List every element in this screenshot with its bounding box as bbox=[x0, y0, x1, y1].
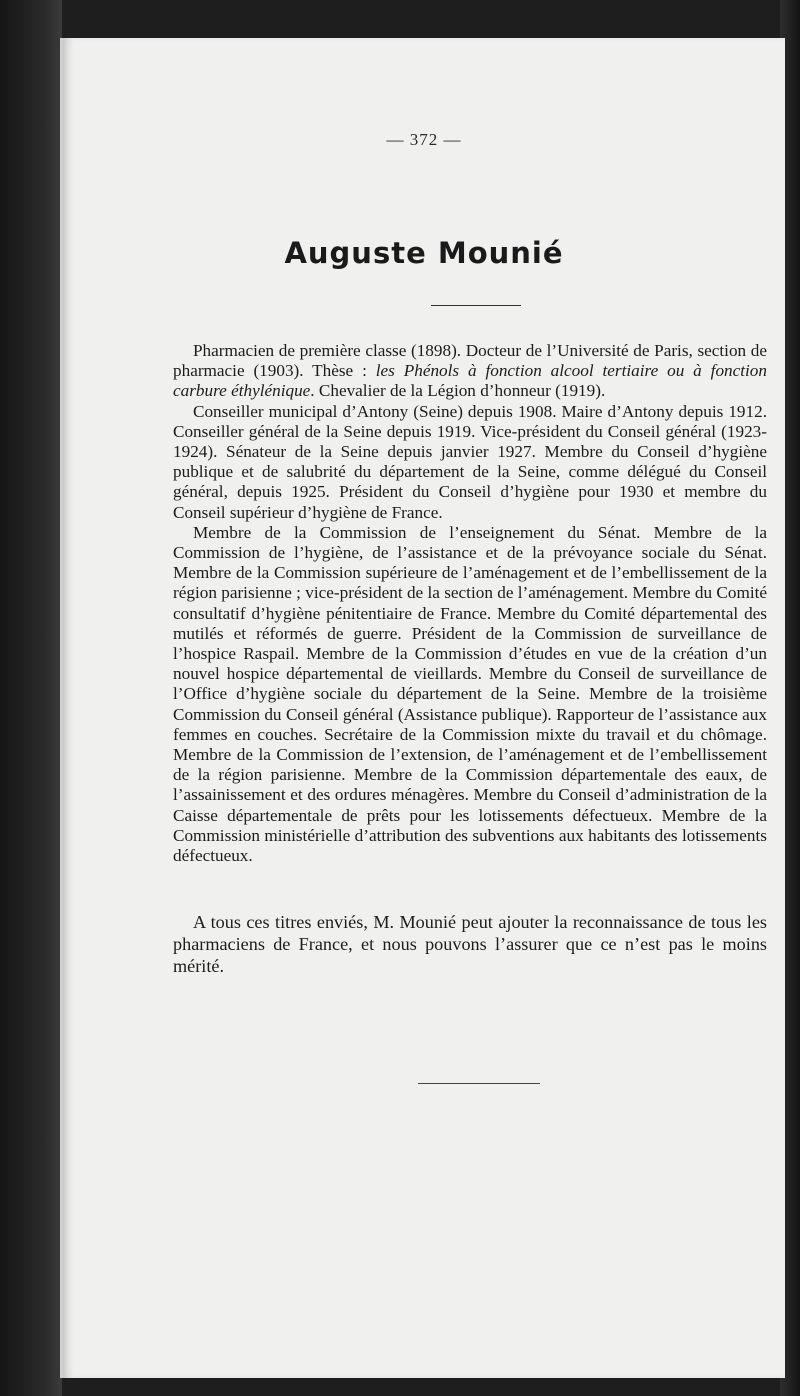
title-divider bbox=[431, 305, 521, 306]
paragraph-memberships: Membre de la Commission de l’enseignement du Sénat. Membre de la Commission de l’hygiène, de l’assistance et de la prévoyance sociale du Sénat. Membre de la Commission supérieure de l’aménagement et de l’embellissement de la région parisienne ; vice-président de la section de l’aménagement. Membre du Comité consultatif d’hygiène pénitentiaire de France. Membre du Comité départemental des mutilés et réformés de guerre. Président de la Commission de surveillance de l’hospice Raspail. Membre de la Commission d’études en vue de la création d’un nouvel hospice départemental de vieillards. Membre du Conseil de surveillance de l’Office d’hygiène sociale du département de la Seine. Membre de la troisième Commission du Conseil général (Assistance publique). Rapporteur de l’assistance aux femmes en couches. Secrétaire de la Commission mixte du travail et du chômage. Membre de la Commission de l’extension, de l’aménagement et de l’embellissement de la région parisienne. Membre de la Commission départementale des eaux, de l’assainissement et des ordures ménagères. Membre du Conseil d’administration de la Caisse départementale de prêts pour les lotissements défectueux. Membre de la Commission ministérielle d’attribution des subventions aux habitants des lotissements défectueux. bbox=[173, 522, 767, 866]
closing-paragraph bbox=[173, 911, 767, 977]
paragraph-credentials bbox=[173, 341, 767, 402]
document-page bbox=[60, 38, 785, 1378]
biography-body bbox=[173, 341, 767, 866]
thesis-title: les Phénols à fonction alcool tertiaire ou à fonction carbure éthylénique bbox=[173, 361, 767, 401]
paragraph-offices: Conseiller municipal d’Antony (Seine) depuis 1908. Maire d’Antony depuis 1912. Conseiller général de la Seine depuis 1919. Vice-président du Conseil général (1923-1924). Sénateur de la Seine depuis janvier 1927. Membre du Conseil d’hygiène publique et de salubrité du département de la Seine, comme délégué du Conseil général, depuis 1925. Président du Conseil d’hygiène pour 1930 et membre du Conseil supérieur d’hygiène de France. bbox=[173, 401, 767, 522]
paragraph-credentials-text: Pharmacien de première classe (1898). Docteur de l’Université de Paris, section de pharmacie (1903). Thèse : bbox=[173, 341, 767, 381]
end-divider bbox=[418, 1083, 540, 1084]
page-title: Auguste Mounié bbox=[284, 236, 564, 270]
closing-text: A tous ces titres enviés, M. Mounié peut ajouter la reconnaissance de tous les pharmaciens de France, et nous pouvons l’assurer que ce n’est pas le moins mérité. bbox=[173, 912, 767, 976]
page-number: — 372 — bbox=[386, 130, 462, 149]
paragraph-credentials-tail: . Chevalier de la Légion d’honneur (1919). bbox=[310, 381, 606, 401]
scan-left-margin bbox=[0, 0, 62, 1396]
